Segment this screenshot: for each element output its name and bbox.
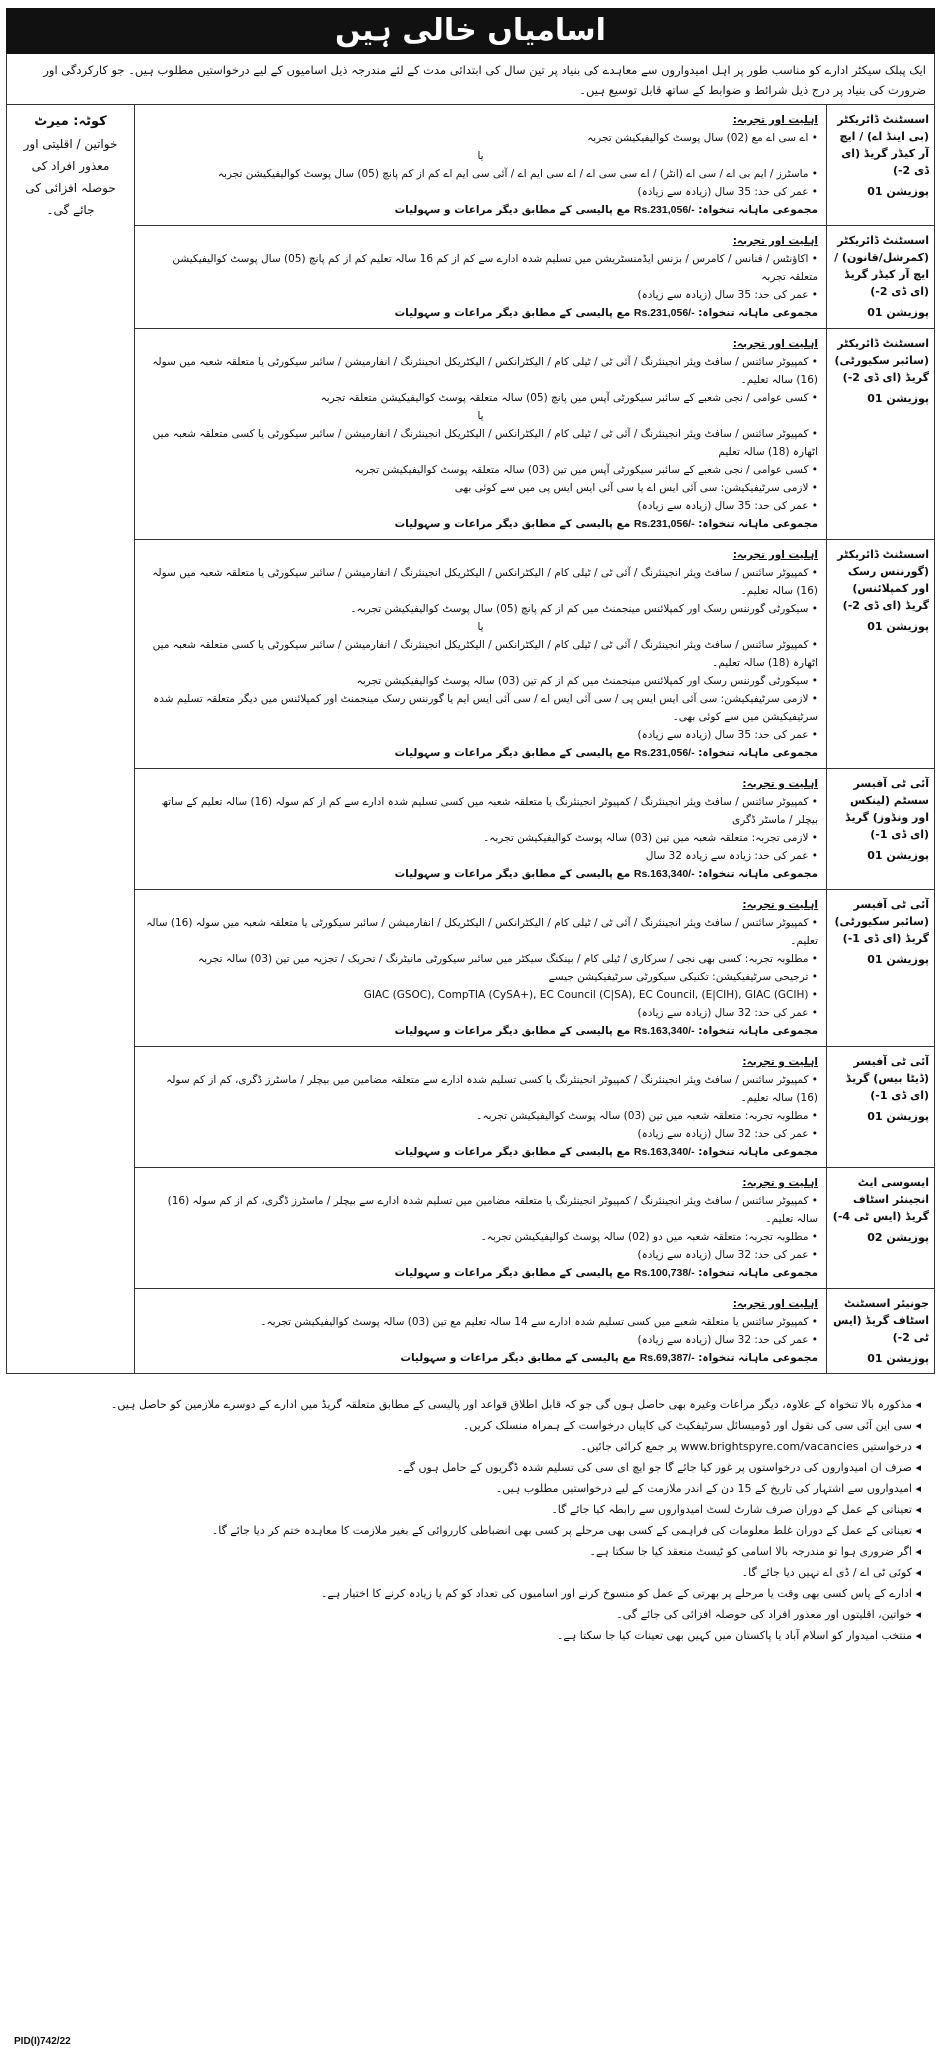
salary-label: مجموعی ماہانہ تنخواہ:	[698, 747, 818, 759]
job-salary	[143, 515, 818, 533]
requirement-line: • کمپیوٹر سائنس / سافٹ ویئر انجینئرنگ / کمپیوٹر انجینئرنگ یا متعلقہ مضامین میں تسلیم شدہ ادارے سے بیچلر / ماسٹرز ڈگری، کم از کم سولہ (16) سالہ تعلیم۔	[143, 1192, 818, 1228]
requirement-line: • ترجیحی سرٹیفیکیشن: تکنیکی سیکورٹی سرٹیفیکیشن جیسے	[143, 968, 818, 986]
job-title: اسسٹنٹ ڈائریکٹر (بی اینڈ اے) / ایچ آر کیڈر گریڈ (ای ڈی 2-)	[837, 113, 929, 177]
salary-amount: Rs.231,056/-	[633, 204, 695, 216]
reference-code: PID(I)742/22	[14, 2036, 71, 2047]
requirement-line: • عمر کی حد: 32 سال (زیادہ سے زیادہ)	[143, 1246, 818, 1264]
note-item: ◂ صرف ان امیدواروں کی درخواستوں پر غور کیا جائے گا جو ایچ ای سی کی تسلیم شدہ ڈگریوں کے حامل ہوں گے۔	[20, 1457, 921, 1478]
requirement-line: • کسی عوامی / نجی شعبے کے سائبر سیکورٹی آپس میں پانچ (05) سالہ متعلقہ پوسٹ کوالیفیکیشن متعلقہ تجربہ	[143, 389, 818, 407]
job-post-cell	[827, 769, 935, 890]
job-requirements	[143, 914, 818, 1022]
job-salary	[143, 1022, 818, 1040]
job-post-cell	[827, 1168, 935, 1289]
job-salary	[143, 744, 818, 762]
requirement-line: • کمپیوٹر سائنس / سافٹ ویئر انجینئرنگ / آئی ٹی / ٹیلی کام / الیکٹرانکس / الیکٹریکل انجینئرنگ / انفارمیشن / سائبر سیکورٹی یا متعلقہ شعبہ میں سولہ (16) سالہ تعلیم۔	[143, 353, 818, 389]
salary-amount: Rs.231,056/-	[633, 518, 695, 530]
intro-text: ایک پبلک سیکٹر ادارے کو مناسب طور پر اہل امیدواروں سے معاہدے کی بنیاد پر تین سال کی ابتدائی مدت کے لئے مندرجہ ذیل اسامیوں کے لیے درخواستیں مطلوب ہیں۔ جو کارکردگی اور ضرورت کی بنیاد پر درج ذیل شرائط و ضوابط کے ساتھ قابل توسیع ہیں۔	[6, 54, 935, 104]
job-heading: اہلیت اور تجربہ:	[732, 338, 818, 350]
salary-label: مجموعی ماہانہ تنخواہ:	[698, 1025, 818, 1037]
job-title: اسسٹنٹ ڈائریکٹر (گورننس رسک اور کمپلائنس) گریڈ (ای ڈی 2-)	[837, 548, 929, 612]
note-item: ◂ درخواستیں www.brightspyre.com/vacancies پر جمع کرائی جائیں۔	[20, 1436, 921, 1457]
note-item: ◂ تعیناتی کے عمل کے دوران صرف شارٹ لسٹ امیدواروں سے رابطہ کیا جائے گا۔	[20, 1499, 921, 1520]
job-heading: اہلیت و تجربہ:	[742, 1056, 818, 1068]
job-row	[7, 890, 935, 1047]
salary-label: مجموعی ماہانہ تنخواہ:	[698, 1267, 818, 1279]
quota-cell	[7, 105, 135, 1374]
requirement-line: • مطلوبہ تجربہ: متعلقہ شعبہ میں تین (03) سالہ پوسٹ کوالیفیکیشن تجربہ۔	[143, 1107, 818, 1125]
salary-suffix: مع پالیسی کے مطابق دیگر مراعات و سہولیات	[394, 307, 631, 319]
salary-label: مجموعی ماہانہ تنخواہ:	[698, 518, 818, 530]
note-item: ◂ خواتین، اقلیتوں اور معذور افراد کی حوصلہ افزائی کی جائے گی۔	[20, 1604, 921, 1625]
job-title: اسسٹنٹ ڈائریکٹر (کمرشل/قانون) / ایچ آر کیڈر گریڈ (ای ڈی 2-)	[834, 234, 929, 298]
requirement-line: • لازمی تجربہ: متعلقہ شعبہ میں تین (03) سالہ پوسٹ کوالیفیکیشن تجربہ۔	[143, 829, 818, 847]
job-salary	[143, 1264, 818, 1282]
jobs-table	[6, 104, 935, 1374]
job-post-cell	[827, 226, 935, 329]
job-salary	[143, 865, 818, 883]
job-title: آئی ٹی آفیسر سسٹم (لینکس اور ونڈوز) گریڈ (ای ڈی 1-)	[845, 777, 929, 841]
job-requirements	[143, 129, 818, 201]
job-salary	[143, 304, 818, 322]
job-row	[7, 540, 935, 769]
requirement-line: • عمر کی حد: 32 سال (زیادہ سے زیادہ)	[143, 1125, 818, 1143]
job-heading: اہلیت اور تجربہ:	[732, 235, 818, 247]
job-salary	[143, 1143, 818, 1161]
job-detail-cell	[135, 1289, 827, 1374]
job-row	[7, 329, 935, 540]
job-positions: پوزیشن 01	[867, 953, 929, 966]
salary-label: مجموعی ماہانہ تنخواہ:	[698, 307, 818, 319]
job-heading: اہلیت اور تجربہ:	[732, 1298, 818, 1310]
salary-amount: Rs.100,738/-	[633, 1267, 695, 1279]
salary-amount: Rs.69,387/-	[639, 1352, 695, 1364]
job-requirements	[143, 250, 818, 304]
job-title: ایسوسی ایٹ انجینئر اسٹاف گریڈ (ایس ٹی 4-)	[832, 1176, 929, 1223]
job-detail-cell	[135, 540, 827, 769]
job-row	[7, 769, 935, 890]
job-heading: اہلیت و تجربہ:	[742, 1177, 818, 1189]
salary-amount: Rs.231,056/-	[633, 747, 695, 759]
requirement-line: • ماسٹرز / ایم بی اے / سی اے (انٹر) / اے سی سی اے / اے سی ایم اے / آئی سی ایم اے کم از کم پانچ (05) سال پوسٹ کوالیفیکیشن تجربہ	[143, 165, 818, 183]
salary-suffix: مع پالیسی کے مطابق دیگر مراعات و سہولیات	[394, 1025, 631, 1037]
salary-suffix: مع پالیسی کے مطابق دیگر مراعات و سہولیات	[400, 1352, 637, 1364]
note-item: ◂ ادارے کے پاس کسی بھی وقت یا مرحلے پر بھرتی کے عمل کو منسوخ کرنے اور اسامیوں کی تعداد کو کم یا زیادہ کرنے کا اختیار ہے۔	[20, 1583, 921, 1604]
job-detail-cell	[135, 105, 827, 226]
note-item: ◂ امیدواروں سے اشتہار کی تاریخ کے 15 دن کے اندر ملازمت کے لیے درخواستیں مطلوب ہیں۔	[20, 1478, 921, 1499]
quota-code: کوٹہ: میرٹ	[34, 114, 107, 129]
salary-amount: Rs.163,340/-	[633, 868, 695, 880]
job-heading: اہلیت اور تجربہ:	[732, 549, 818, 561]
note-item: ◂ کوئی ٹی اے / ڈی اے نہیں دیا جائے گا۔	[20, 1562, 921, 1583]
requirement-line: • کمپیوٹر سائنس / سافٹ ویئر انجینئرنگ / آئی ٹی / ٹیلی کام / الیکٹرانکس / الیکٹریکل انجینئرنگ / انفارمیشن / سائبر سیکورٹی یا کسی متعلقہ شعبہ میں اٹھارہ (18) سالہ تعلیم۔	[143, 636, 818, 672]
note-item: ◂ تعیناتی کے عمل کے دوران غلط معلومات کی فراہمی کے کسی بھی مرحلے پر کسی بھی انضباطی کارروائی کے بغیر ملازمت کا معاہدہ ختم کر دیا جائے گا۔	[20, 1520, 921, 1541]
requirement-line: • سیکورٹی گورننس رسک اور کمپلائنس مینجمنٹ میں کم از کم پانچ (05) سال پوسٹ کوالیفیکیشن تجربہ۔	[143, 600, 818, 618]
job-heading: اہلیت و تجربہ:	[742, 778, 818, 790]
job-title: آئی ٹی آفیسر (سائبر سکیورٹی) گریڈ (ای ڈی 1-)	[834, 898, 929, 945]
job-requirements	[143, 793, 818, 865]
salary-amount: Rs.231,056/-	[633, 307, 695, 319]
requirement-line: • مطلوبہ تجربہ: متعلقہ شعبہ میں دو (02) سالہ پوسٹ کوالیفیکیشن تجربہ۔	[143, 1228, 818, 1246]
job-requirements	[143, 1192, 818, 1264]
salary-suffix: مع پالیسی کے مطابق دیگر مراعات و سہولیات	[394, 1267, 631, 1279]
salary-amount: Rs.163,340/-	[633, 1146, 695, 1158]
notes-list	[6, 1386, 935, 1652]
job-row	[7, 1289, 935, 1374]
page-title: اسامیاں خالی ہیں	[6, 8, 935, 54]
salary-label: مجموعی ماہانہ تنخواہ:	[698, 1352, 818, 1364]
job-positions: پوزیشن 01	[867, 1352, 929, 1365]
requirement-line: • لازمی سرٹیفیکیشن: سی آئی ایس ایس پی / سی آئی ایس اے / سی آئی ایس ایم یا گورننس رسک مینجمنٹ اور کمپلائنس میں دیگر متعلقہ تسلیم شدہ سرٹیفیکیشن میں سے کوئی بھی۔	[143, 690, 818, 726]
job-post-cell	[827, 105, 935, 226]
requirement-line: • عمر کی حد: 32 سال (زیادہ سے زیادہ)	[143, 1331, 818, 1349]
note-item: ◂ سی این آئی سی کی نقول اور ڈومیسائل سرٹیفکیٹ کی کاپیاں درخواست کے ہمراہ منسلک کریں۔	[20, 1415, 921, 1436]
job-positions: پوزیشن 01	[867, 849, 929, 862]
job-post-cell	[827, 1289, 935, 1374]
requirement-line: • مطلوبہ تجربہ: کسی بھی نجی / سرکاری / ٹیلی کام / بینکنگ سیکٹر میں سائبر سیکورٹی مانیٹرنگ / تحریک / تجزیہ میں تین (03) سالہ تجربہ	[143, 950, 818, 968]
job-detail-cell	[135, 226, 827, 329]
salary-suffix: مع پالیسی کے مطابق دیگر مراعات و سہولیات	[394, 518, 631, 530]
salary-label: مجموعی ماہانہ تنخواہ:	[698, 868, 818, 880]
requirement-line: • کمپیوٹر سائنس / سافٹ ویئر انجینئرنگ / کمپیوٹر انجینئرنگ یا متعلقہ شعبہ میں کسی تسلیم شدہ ادارے سے کم از کم سولہ (16) سالہ تعلیم کے ساتھ بیچلر / ماسٹر ڈگری	[143, 793, 818, 829]
job-post-cell	[827, 1047, 935, 1168]
note-item: ◂ مذکورہ بالا تنخواہ کے علاوہ، دیگر مراعات وغیرہ بھی حاصل ہوں گی جو کہ قابل اطلاق قواعد اور پالیسی کے مطابق متعلقہ گریڈ میں ادارے کے دوسرے ملازمین کو حاصل ہیں۔	[20, 1394, 921, 1415]
requirement-line: یا	[477, 410, 484, 422]
requirement-line: • اے سی اے مع (02) سال پوسٹ کوالیفیکیشن تجربہ	[143, 129, 818, 147]
requirement-line: • کمپیوٹر سائنس / سافٹ ویئر انجینئرنگ / کمپیوٹر انجینئرنگ یا کسی تسلیم شدہ ادارے سے متعلقہ مضامین میں بیچلر / ماسٹرز ڈگری، کم از کم سولہ (16) سالہ تعلیم۔	[143, 1071, 818, 1107]
requirement-line: یا	[477, 150, 484, 162]
job-detail-cell	[135, 1168, 827, 1289]
requirement-line: • کمپیوٹر سائنس / سافٹ ویئر انجینئرنگ / آئی ٹی / ٹیلی کام / الیکٹرانکس / الیکٹریکل / انفارمیشن / سائبر سیکورٹی یا متعلقہ شعبہ میں سولہ (16) سالہ تعلیم۔	[143, 914, 818, 950]
salary-suffix: مع پالیسی کے مطابق دیگر مراعات و سہولیات	[394, 747, 631, 759]
requirement-line: • کسی عوامی / نجی شعبے کے سائبر سیکورٹی آپس میں تین (03) سالہ متعلقہ پوسٹ کوالیفیکیشن تجربہ	[143, 461, 818, 479]
salary-label: مجموعی ماہانہ تنخواہ:	[698, 204, 818, 216]
job-positions: پوزیشن 01	[867, 1110, 929, 1123]
requirement-line: • عمر کی حد: 35 سال (زیادہ سے زیادہ)	[143, 497, 818, 515]
job-detail-cell	[135, 890, 827, 1047]
job-positions: پوزیشن 01	[867, 620, 929, 633]
requirement-line: • عمر کی حد: 32 سال (زیادہ سے زیادہ)	[143, 1004, 818, 1022]
job-post-cell	[827, 329, 935, 540]
note-item: ◂ اگر ضروری ہوا تو مندرجہ بالا اسامی کو ٹیسٹ منعقد کیا جا سکتا ہے۔	[20, 1541, 921, 1562]
job-post-cell	[827, 540, 935, 769]
job-post-cell	[827, 890, 935, 1047]
requirement-line: • کمپیوٹر سائنس یا متعلقہ شعبے میں کسی تسلیم شدہ ادارے سے 14 سالہ تعلیم مع تین (03) سالہ پوسٹ کوالیفیکیشن تجربہ۔	[143, 1313, 818, 1331]
job-row	[7, 1168, 935, 1289]
requirement-line: • عمر کی حد: 35 سال (زیادہ سے زیادہ)	[143, 726, 818, 744]
note-item: ◂ منتخب امیدوار کو اسلام آباد یا پاکستان میں کہیں بھی تعینات کیا جا سکتا ہے۔	[20, 1625, 921, 1646]
requirement-line: • اکاؤنٹس / فنانس / کامرس / بزنس ایڈمنسٹریشن میں تسلیم شدہ ادارے سے کم از کم 16 سالہ تعلیم کم از کم پانچ (05) سال پوسٹ کوالیفیکیشن متعلقہ تجربہ	[143, 250, 818, 286]
job-detail-cell	[135, 1047, 827, 1168]
job-positions: پوزیشن 01	[867, 306, 929, 319]
job-row	[7, 226, 935, 329]
job-heading: اہلیت اور تجربہ:	[732, 114, 818, 126]
salary-suffix: مع پالیسی کے مطابق دیگر مراعات و سہولیات	[394, 204, 631, 216]
job-detail-cell	[135, 329, 827, 540]
salary-suffix: مع پالیسی کے مطابق دیگر مراعات و سہولیات	[394, 1146, 631, 1158]
salary-suffix: مع پالیسی کے مطابق دیگر مراعات و سہولیات	[394, 868, 631, 880]
requirement-line: • GIAC (GSOC), CompTIA (CySA+), EC Council (C|SA), EC Council, (E|CIH), GIAC (GCIH)	[143, 986, 818, 1004]
requirement-line: • کمپیوٹر سائنس / سافٹ ویئر انجینئرنگ / آئی ٹی / ٹیلی کام / الیکٹرانکس / الیکٹریکل انجینئرنگ / انفارمیشن / سائبر سیکورٹی یا کسی متعلقہ شعبہ میں اٹھارہ (18) سالہ تعلیم	[143, 425, 818, 461]
job-row	[7, 105, 935, 226]
requirement-line: • سیکورٹی گورننس رسک اور کمپلائنس مینجمنٹ میں کم از کم تین (03) سالہ پوسٹ کوالیفیکیشن تجربہ	[143, 672, 818, 690]
job-heading: اہلیت و تجربہ:	[742, 899, 818, 911]
job-positions: پوزیشن 01	[867, 185, 929, 198]
requirement-line: • عمر کی حد: 35 سال (زیادہ سے زیادہ)	[143, 286, 818, 304]
job-title: اسسٹنٹ ڈائریکٹر (سائبر سکیورٹی) گریڈ (ای ڈی 2-)	[834, 337, 929, 384]
job-requirements	[143, 1313, 818, 1349]
job-requirements	[143, 1071, 818, 1143]
job-title: جونیئر اسسٹنٹ اسٹاف گریڈ (ایس ٹی 2-)	[833, 1297, 929, 1344]
salary-amount: Rs.163,340/-	[633, 1025, 695, 1037]
job-salary	[143, 1349, 818, 1367]
requirement-line: • لازمی سرٹیفیکیشن: سی آئی ایس اے یا سی آئی ایس ایس پی میں سے کوئی بھی	[143, 479, 818, 497]
quota-note: خواتین / اقلیتی اور معذور افراد کی حوصلہ افزائی کی جائے گی۔	[23, 137, 118, 217]
job-row	[7, 1047, 935, 1168]
job-salary	[143, 201, 818, 219]
requirement-line: • عمر کی حد: 35 سال (زیادہ سے زیادہ)	[143, 183, 818, 201]
job-positions: پوزیشن 02	[867, 1231, 929, 1244]
salary-label: مجموعی ماہانہ تنخواہ:	[698, 1146, 818, 1158]
job-requirements	[143, 564, 818, 744]
job-positions: پوزیشن 01	[867, 392, 929, 405]
requirement-line: • عمر کی حد: زیادہ سے زیادہ 32 سال	[143, 847, 818, 865]
job-detail-cell	[135, 769, 827, 890]
job-title: آئی ٹی آفیسر (ڈیٹا بیس) گریڈ (ای ڈی 1-)	[845, 1055, 929, 1102]
job-requirements	[143, 353, 818, 515]
requirement-line: یا	[477, 621, 484, 633]
requirement-line: • کمپیوٹر سائنس / سافٹ ویئر انجینئرنگ / آئی ٹی / ٹیلی کام / الیکٹرانکس / الیکٹریکل انجینئرنگ / انفارمیشن / سائبر سیکورٹی یا متعلقہ شعبہ میں سولہ (16) سالہ تعلیم۔	[143, 564, 818, 600]
